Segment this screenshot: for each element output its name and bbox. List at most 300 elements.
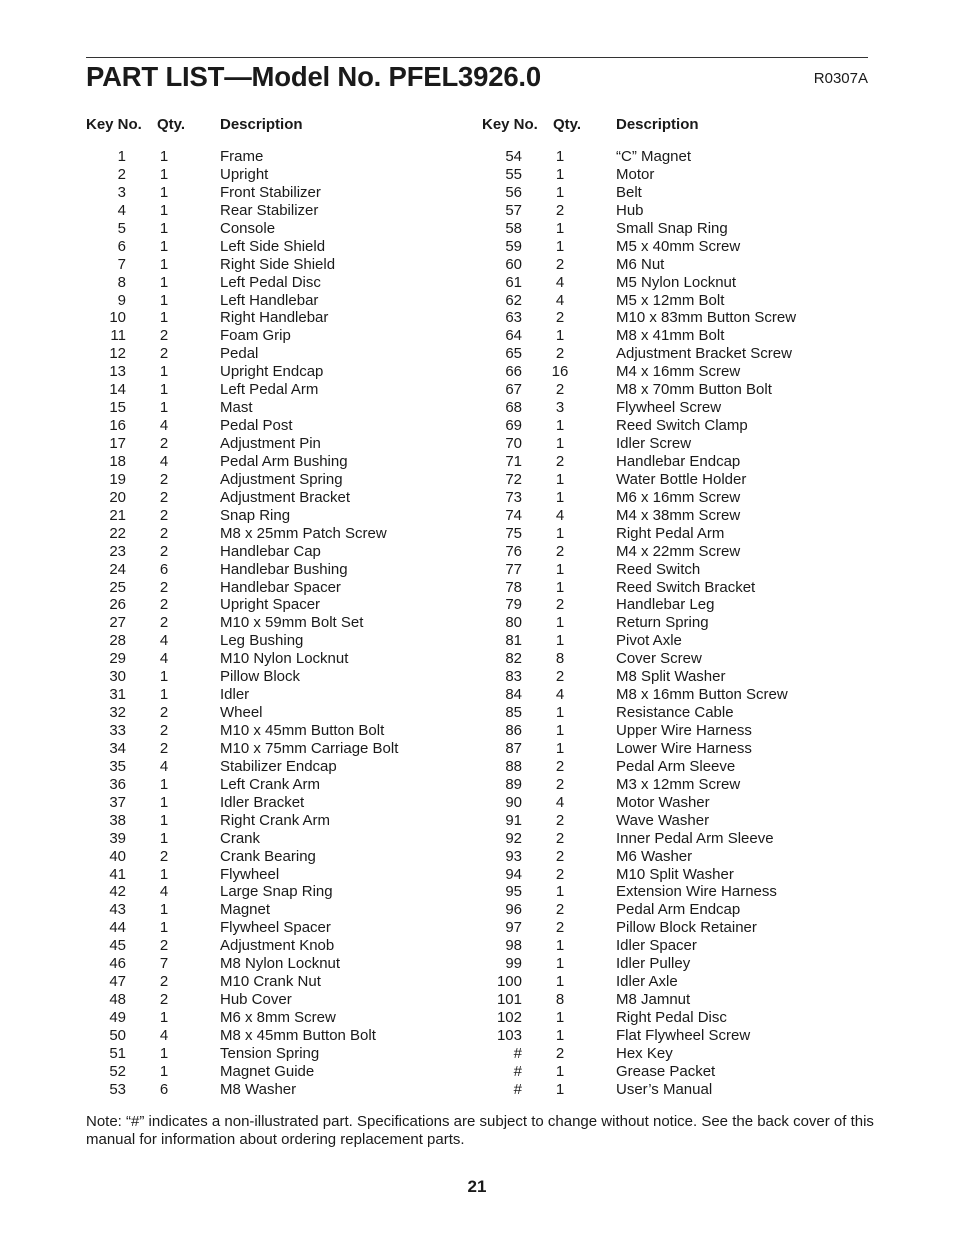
table-row: [482, 812, 882, 830]
part-description: M3 x 12mm Screw: [616, 775, 741, 793]
part-quantity: 6: [159, 1080, 169, 1098]
part-description: Motor: [616, 165, 655, 183]
part-quantity: 2: [555, 829, 565, 847]
part-key-number: 92: [505, 829, 522, 847]
part-key-number: 72: [505, 470, 522, 488]
parts-rows-left: [86, 148, 486, 1099]
part-description: Adjustment Bracket: [220, 488, 351, 506]
part-description: Flywheel Screw: [616, 399, 722, 417]
parts-table-left: [86, 116, 486, 1099]
part-quantity: 2: [159, 506, 169, 524]
table-row: [86, 866, 486, 884]
part-key-number: 39: [109, 829, 126, 847]
part-key-number: 14: [109, 381, 126, 399]
table-row: [482, 1009, 882, 1027]
part-key-number: 88: [505, 757, 522, 775]
part-description: M10 Nylon Locknut: [220, 650, 349, 668]
part-key-number: 34: [109, 739, 126, 757]
part-description: Hub: [616, 201, 644, 219]
part-description: Hex Key: [616, 1044, 673, 1062]
part-description: Upright Spacer: [220, 596, 321, 614]
part-quantity: 2: [555, 309, 565, 327]
table-row: [482, 435, 882, 453]
part-key-number: 52: [109, 1062, 126, 1080]
part-key-number: 56: [505, 183, 522, 201]
part-quantity: 3: [555, 399, 565, 417]
table-row: [86, 561, 486, 579]
part-key-number: 7: [117, 255, 126, 273]
part-quantity: 4: [555, 291, 565, 309]
part-quantity: 1: [159, 255, 169, 273]
table-row: [482, 668, 882, 686]
part-description: Right Handlebar: [220, 309, 329, 327]
table-row: [482, 596, 882, 614]
part-key-number: 59: [505, 237, 522, 255]
part-description: Adjustment Knob: [220, 937, 335, 955]
part-key-number: 95: [505, 883, 522, 901]
table-row: [86, 381, 486, 399]
part-description: Handlebar Cap: [220, 542, 321, 560]
part-description: M6 x 16mm Screw: [616, 488, 741, 506]
part-quantity: 4: [159, 632, 169, 650]
part-key-number: 98: [505, 937, 522, 955]
table-row: [86, 453, 486, 471]
part-description: Pillow Block Retainer: [616, 919, 757, 937]
table-row: [86, 417, 486, 435]
part-description: Stabilizer Endcap: [220, 757, 337, 775]
table-row: [86, 345, 486, 363]
part-quantity: 1: [159, 237, 169, 255]
table-row: [86, 399, 486, 417]
part-key-number: 78: [505, 578, 522, 596]
part-quantity: 1: [159, 686, 169, 704]
table-row: [482, 309, 882, 327]
table-row: [86, 632, 486, 650]
part-key-number: 32: [109, 704, 126, 722]
table-row: [482, 274, 882, 292]
part-description: Left Pedal Disc: [220, 273, 321, 291]
table-row: [86, 973, 486, 991]
part-quantity: 2: [555, 901, 565, 919]
part-key-number: 5: [117, 219, 126, 237]
part-quantity: 2: [159, 470, 169, 488]
part-description: Crank Bearing: [220, 847, 316, 865]
part-key-number: 11: [110, 327, 126, 345]
part-quantity: 4: [555, 273, 565, 291]
part-description: M8 x 41mm Bolt: [616, 327, 725, 345]
part-description: M4 x 38mm Screw: [616, 506, 741, 524]
table-row: [482, 471, 882, 489]
part-key-number: 20: [109, 488, 126, 506]
table-row: [482, 1081, 882, 1099]
part-description: M6 x 8mm Screw: [220, 1009, 336, 1026]
part-key-number: 23: [109, 542, 126, 560]
part-description: M10 Split Washer: [616, 865, 734, 883]
part-key-number: 80: [505, 614, 522, 632]
part-key-number: 30: [109, 668, 126, 686]
part-quantity: 8: [555, 650, 565, 668]
part-key-number: 9: [117, 291, 126, 309]
part-key-number: 18: [109, 452, 126, 470]
part-quantity: 1: [555, 578, 565, 596]
part-description: User’s Manual: [616, 1080, 713, 1098]
part-quantity: 1: [159, 901, 169, 919]
table-row: [482, 794, 882, 812]
part-description: Wave Washer: [616, 811, 710, 829]
part-description: Snap Ring: [220, 506, 291, 524]
table-row: [86, 704, 486, 722]
table-row: [482, 489, 882, 507]
table-row: [86, 1081, 486, 1099]
part-quantity: 16: [551, 363, 569, 381]
part-quantity: 2: [159, 542, 169, 560]
table-row: [86, 794, 486, 812]
part-description: Belt: [616, 183, 642, 201]
part-description: M8 Jamnut: [616, 991, 691, 1009]
part-description: Pedal Arm Sleeve: [616, 757, 736, 775]
part-key-number: 4: [117, 201, 126, 219]
part-quantity: 4: [555, 506, 565, 524]
part-quantity: 1: [159, 399, 169, 417]
part-description: M8 Nylon Locknut: [220, 955, 341, 973]
part-description: Adjustment Pin: [220, 435, 321, 452]
part-quantity: 2: [555, 201, 565, 219]
part-key-number: 27: [109, 614, 126, 632]
part-key-number: 38: [109, 811, 126, 829]
part-key-number: 15: [109, 399, 126, 417]
part-key-number: 42: [109, 883, 126, 901]
part-quantity: 1: [555, 1062, 565, 1080]
part-key-number: 47: [109, 973, 126, 991]
part-quantity: 2: [555, 345, 565, 363]
footnote: Note: “#” indicates a non-illustrated part. Specifications are subject to change without notice. See the back cover of this manual for information about ordering replacement parts.: [86, 1113, 874, 1148]
part-description: Mast: [220, 399, 253, 417]
table-row: [482, 256, 882, 274]
table-row: [86, 1009, 486, 1027]
part-quantity: 2: [159, 973, 169, 991]
part-key-number: 29: [109, 650, 126, 668]
table-row: [482, 973, 882, 991]
part-key-number: 26: [109, 596, 126, 614]
part-quantity: 1: [555, 722, 565, 739]
part-key-number: 54: [505, 148, 522, 165]
part-key-number: 60: [505, 255, 522, 273]
part-quantity: 1: [555, 614, 565, 632]
part-quantity: 1: [555, 165, 565, 183]
table-row: [86, 1045, 486, 1063]
part-description: “C” Magnet: [616, 148, 692, 165]
part-quantity: 1: [159, 219, 169, 237]
part-key-number: 69: [505, 417, 522, 435]
part-quantity: 7: [159, 955, 169, 973]
table-row: [482, 220, 882, 238]
table-row: [482, 399, 882, 417]
part-quantity: 2: [555, 1044, 565, 1062]
part-quantity: 1: [555, 1009, 565, 1026]
table-row: [86, 812, 486, 830]
table-row: [86, 274, 486, 292]
part-description: M4 x 22mm Screw: [616, 542, 741, 560]
part-quantity: 1: [159, 829, 169, 847]
part-description: M8 Washer: [220, 1080, 297, 1098]
table-row: [482, 292, 882, 310]
table-row: [482, 758, 882, 776]
part-key-number: 97: [505, 919, 522, 937]
part-quantity: 4: [159, 757, 169, 775]
part-quantity: 1: [555, 955, 565, 973]
part-description: Rear Stabilizer: [220, 201, 319, 219]
part-description: Handlebar Leg: [616, 596, 715, 614]
description-column-header: Description: [220, 116, 303, 133]
part-description: Pedal Post: [220, 417, 293, 435]
table-row: [86, 955, 486, 973]
table-row: [482, 740, 882, 758]
part-description: Left Handlebar: [220, 291, 319, 309]
table-row: [482, 543, 882, 561]
table-row: [86, 596, 486, 614]
part-description: M5 x 12mm Bolt: [616, 291, 725, 309]
part-description: M10 x 45mm Button Bolt: [220, 722, 385, 739]
part-key-number: 16: [109, 417, 126, 435]
part-quantity: 1: [555, 148, 565, 165]
part-description: M5 x 40mm Screw: [616, 237, 741, 255]
part-key-number: 35: [109, 757, 126, 775]
part-key-number: 64: [505, 327, 522, 345]
part-quantity: 2: [159, 488, 169, 506]
table-row: [86, 1063, 486, 1081]
part-quantity: 1: [159, 865, 169, 883]
table-row: [86, 471, 486, 489]
part-key-number: 44: [109, 919, 126, 937]
table-row: [482, 632, 882, 650]
part-quantity: 1: [159, 148, 169, 165]
part-description: Large Snap Ring: [220, 883, 333, 901]
part-key-number: 101: [496, 991, 522, 1009]
part-key-number: 62: [505, 291, 522, 309]
table-row: [482, 955, 882, 973]
part-quantity: 1: [159, 811, 169, 829]
part-description: Reed Switch Bracket: [616, 578, 756, 596]
part-key-number: 13: [109, 363, 126, 381]
part-key-number: #: [513, 1062, 522, 1080]
part-key-number: 75: [505, 524, 522, 542]
table-row: [86, 184, 486, 202]
part-key-number: 67: [505, 381, 522, 399]
part-quantity: 4: [159, 417, 169, 435]
part-quantity: 2: [159, 596, 169, 614]
part-key-number: 24: [109, 560, 126, 578]
part-key-number: 55: [505, 165, 522, 183]
part-description: Frame: [220, 148, 264, 165]
part-description: M8 x 25mm Patch Screw: [220, 524, 387, 542]
table-row: [482, 937, 882, 955]
part-key-number: 84: [505, 686, 522, 704]
part-quantity: 1: [555, 632, 565, 650]
part-quantity: 8: [555, 991, 565, 1009]
part-key-number: 93: [505, 847, 522, 865]
part-description: Upright: [220, 165, 269, 183]
part-key-number: 85: [505, 704, 522, 722]
part-description: Left Crank Arm: [220, 775, 321, 793]
part-key-number: 22: [109, 524, 126, 542]
part-description: Return Spring: [616, 614, 709, 632]
part-quantity: 1: [159, 919, 169, 937]
part-description: Flat Flywheel Screw: [616, 1026, 751, 1044]
part-description: Grease Packet: [616, 1062, 716, 1080]
part-key-number: 81: [505, 632, 522, 650]
part-quantity: 1: [159, 165, 169, 183]
parts-table-right: [482, 116, 882, 1099]
table-row: [86, 525, 486, 543]
part-quantity: 2: [555, 865, 565, 883]
part-key-number: 25: [109, 578, 126, 596]
table-row: [482, 991, 882, 1009]
table-header: [86, 116, 486, 134]
part-key-number: 77: [505, 560, 522, 578]
part-quantity: 4: [159, 1026, 169, 1044]
table-row: [482, 166, 882, 184]
part-quantity: 1: [555, 973, 565, 991]
part-key-number: 63: [505, 309, 522, 327]
part-quantity: 1: [159, 1009, 169, 1026]
part-description: Idler Screw: [616, 435, 692, 452]
part-key-number: 43: [109, 901, 126, 919]
part-quantity: 2: [159, 704, 169, 722]
table-row: [482, 525, 882, 543]
part-key-number: 31: [109, 686, 126, 704]
table-row: [482, 686, 882, 704]
part-description: Reed Switch Clamp: [616, 417, 748, 435]
header-rule: [86, 57, 868, 58]
table-row: [482, 722, 882, 740]
table-row: [86, 579, 486, 597]
part-key-number: 58: [505, 219, 522, 237]
part-description: Left Side Shield: [220, 237, 326, 255]
part-key-number: 36: [109, 775, 126, 793]
table-row: [86, 991, 486, 1009]
part-key-number: 46: [109, 955, 126, 973]
part-key-number: 74: [505, 506, 522, 524]
table-row: [86, 507, 486, 525]
part-quantity: 2: [555, 811, 565, 829]
part-key-number: #: [513, 1080, 522, 1098]
part-quantity: 1: [159, 363, 169, 381]
part-description: Idler Axle: [616, 973, 678, 991]
part-quantity: 6: [159, 560, 169, 578]
key-column-header: Key No.: [482, 116, 538, 133]
page-title: PART LIST—Model No. PFEL3926.0: [86, 61, 541, 92]
table-row: [86, 883, 486, 901]
part-key-number: 100: [496, 973, 522, 991]
page-number: 21: [467, 1177, 487, 1196]
part-description: Right Pedal Arm: [616, 524, 725, 542]
part-description: Left Pedal Arm: [220, 381, 319, 399]
table-row: [482, 848, 882, 866]
part-description: Upper Wire Harness: [616, 722, 752, 739]
part-quantity: 2: [555, 596, 565, 614]
part-description: M10 x 59mm Bolt Set: [220, 614, 364, 632]
table-row: [86, 901, 486, 919]
part-key-number: 87: [505, 739, 522, 757]
part-quantity: 1: [159, 793, 169, 811]
part-description: Console: [220, 219, 276, 237]
part-key-number: 76: [505, 542, 522, 560]
part-key-number: 10: [109, 309, 126, 327]
table-row: [86, 830, 486, 848]
table-row: [86, 686, 486, 704]
table-row: [86, 363, 486, 381]
part-key-number: 53: [109, 1080, 126, 1098]
part-key-number: 6: [117, 237, 126, 255]
table-row: [482, 919, 882, 937]
qty-column-header: Qty.: [553, 116, 582, 133]
table-row: [482, 417, 882, 435]
part-description: M10 x 83mm Button Screw: [616, 309, 797, 327]
part-key-number: 94: [505, 865, 522, 883]
part-quantity: 1: [555, 488, 565, 506]
table-row: [482, 883, 882, 901]
part-key-number: 19: [109, 470, 126, 488]
part-key-number: 102: [496, 1009, 522, 1026]
part-quantity: 2: [159, 847, 169, 865]
table-row: [482, 453, 882, 471]
part-quantity: 4: [159, 650, 169, 668]
table-row: [86, 256, 486, 274]
table-row: [86, 614, 486, 632]
part-key-number: 61: [505, 273, 522, 291]
part-description: Extension Wire Harness: [616, 883, 777, 901]
table-row: [86, 292, 486, 310]
part-key-number: 68: [505, 399, 522, 417]
part-key-number: 66: [505, 363, 522, 381]
part-description: Right Pedal Disc: [616, 1009, 727, 1026]
table-row: [482, 901, 882, 919]
table-row: [482, 1045, 882, 1063]
table-row: [482, 202, 882, 220]
part-key-number: 41: [109, 865, 126, 883]
part-description: Resistance Cable: [616, 704, 734, 722]
part-quantity: 2: [159, 614, 169, 632]
part-quantity: 1: [555, 237, 565, 255]
table-row: [86, 722, 486, 740]
part-quantity: 2: [555, 542, 565, 560]
description-column-header: Description: [616, 116, 699, 133]
part-description: Tension Spring: [220, 1044, 320, 1062]
part-key-number: 48: [109, 991, 126, 1009]
part-description: Adjustment Spring: [220, 470, 343, 488]
part-key-number: 83: [505, 668, 522, 686]
part-key-number: #: [513, 1044, 522, 1062]
part-description: M10 Crank Nut: [220, 973, 321, 991]
table-row: [86, 202, 486, 220]
part-key-number: 45: [109, 937, 126, 955]
part-key-number: 51: [109, 1044, 126, 1062]
part-description: Idler Bracket: [220, 793, 305, 811]
part-description: Small Snap Ring: [616, 219, 728, 237]
part-description: Foam Grip: [220, 327, 291, 345]
part-quantity: 1: [555, 937, 565, 955]
table-row: [482, 327, 882, 345]
table-row: [86, 327, 486, 345]
part-key-number: 90: [505, 793, 522, 811]
table-row: [86, 238, 486, 256]
part-quantity: 2: [159, 345, 169, 363]
part-key-number: 21: [109, 506, 126, 524]
part-description: Flywheel Spacer: [220, 919, 331, 937]
part-key-number: 57: [505, 201, 522, 219]
table-row: [482, 650, 882, 668]
part-key-number: 65: [505, 345, 522, 363]
